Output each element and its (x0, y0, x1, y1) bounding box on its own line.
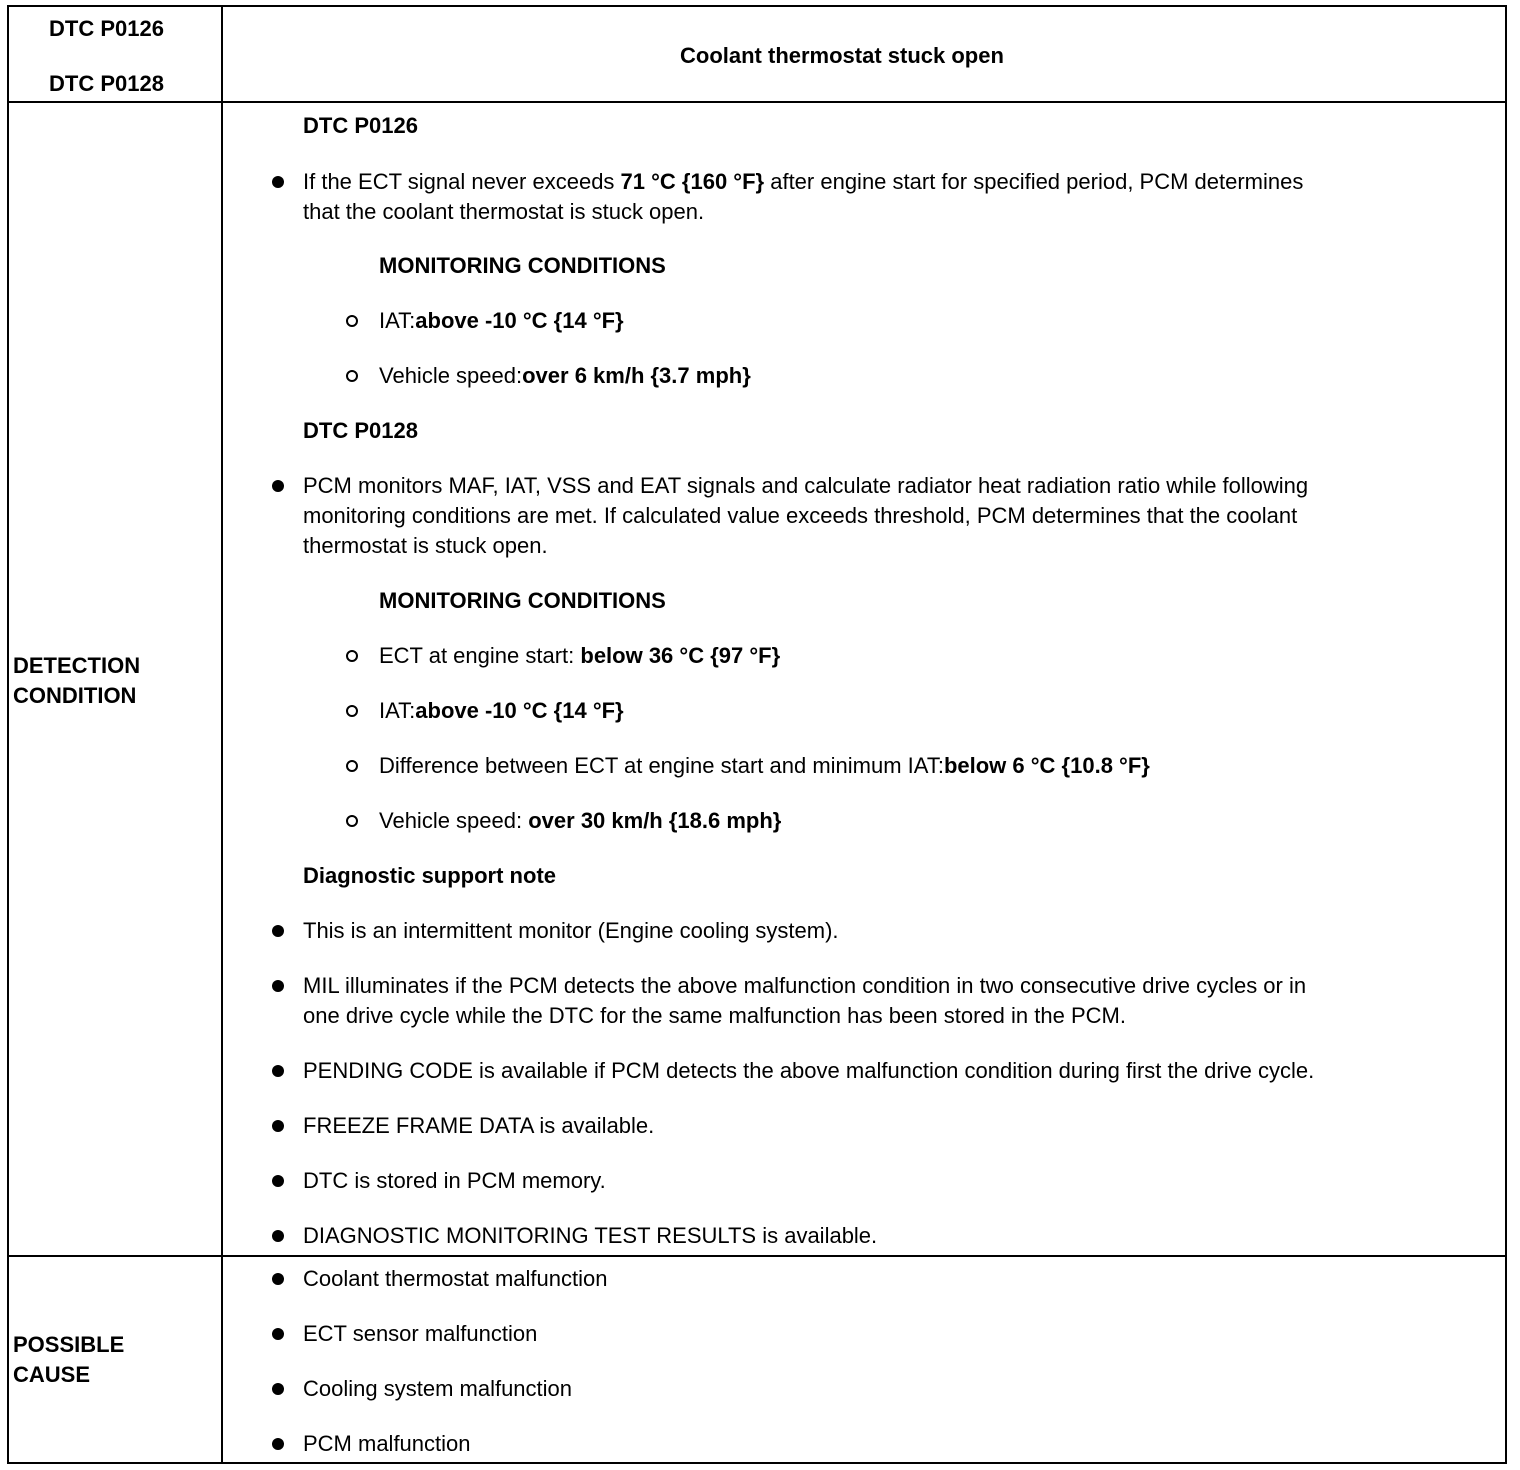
sec1-bullet-line1: If the ECT signal never exceeds 71 °C {160 °F} after engine start for specified period, PCM determines (303, 169, 1304, 194)
column-divider (221, 5, 223, 1464)
bullet-icon (272, 925, 284, 937)
header-divider (7, 101, 1507, 103)
bullet-icon (272, 1065, 284, 1077)
bullet-icon (272, 1383, 284, 1395)
bullet-icon (272, 980, 284, 992)
sub-bullet-icon (346, 650, 358, 662)
header-dtc-code-1: DTC P0126 (49, 16, 164, 41)
sub-bullet-icon (346, 315, 358, 327)
support-note-2-line2: one drive cycle while the DTC for the same malfunction has been stored in the PCM. (303, 1003, 1126, 1028)
possible-cause-item: PCM malfunction (303, 1431, 471, 1456)
sec1-monitoring-heading: MONITORING CONDITIONS (379, 253, 666, 278)
possible-cause-item: Coolant thermostat malfunction (303, 1266, 608, 1291)
bullet-icon (272, 176, 284, 188)
bullet-icon (272, 1438, 284, 1450)
sec1-condition-2: Vehicle speed:over 6 km/h {3.7 mph} (379, 363, 751, 388)
bullet-icon (272, 1230, 284, 1242)
sec2-monitoring-heading: MONITORING CONDITIONS (379, 588, 666, 613)
support-note-2-line1: MIL illuminates if the PCM detects the above malfunction condition in two consecutive drive cycles or in (303, 973, 1307, 998)
bullet-icon (272, 1175, 284, 1187)
sub-bullet-icon (346, 815, 358, 827)
sub-bullet-icon (346, 370, 358, 382)
detection-label-line2: CONDITION (13, 683, 137, 708)
support-note-6: DIAGNOSTIC MONITORING TEST RESULTS is available. (303, 1223, 878, 1248)
support-heading: Diagnostic support note (303, 863, 556, 888)
bullet-icon (272, 1328, 284, 1340)
header-dtc-code-2: DTC P0128 (49, 71, 164, 96)
bullet-icon (272, 1120, 284, 1132)
sec2-condition-3: Difference between ECT at engine start and minimum IAT:below 6 °C {10.8 °F} (379, 753, 1150, 778)
support-note-5: DTC is stored in PCM memory. (303, 1168, 606, 1193)
sec1-heading: DTC P0126 (303, 113, 418, 138)
sec2-condition-2: IAT:above -10 °C {14 °F} (379, 698, 624, 723)
sub-bullet-icon (346, 760, 358, 772)
sec2-heading: DTC P0128 (303, 418, 418, 443)
sec2-condition-1: ECT at engine start: below 36 °C {97 °F} (379, 643, 781, 668)
detection-label-line1: DETECTION (13, 653, 141, 678)
sec1-condition-1: IAT:above -10 °C {14 °F} (379, 308, 624, 333)
possible-cause-label-line2: CAUSE (13, 1362, 91, 1387)
sec2-bullet-line2: monitoring conditions are met. If calculated value exceeds threshold, PCM determines that the coolant (303, 503, 1298, 528)
bullet-icon (272, 480, 284, 492)
sec2-bullet-line1: PCM monitors MAF, IAT, VSS and EAT signals and calculate radiator heat radiation ratio while following (303, 473, 1309, 498)
support-note-4: FREEZE FRAME DATA is available. (303, 1113, 655, 1138)
bullet-icon (272, 1273, 284, 1285)
support-note-3: PENDING CODE is available if PCM detects the above malfunction condition during first the drive cycle. (303, 1058, 1315, 1083)
sub-bullet-icon (346, 705, 358, 717)
possible-cause-label-line1: POSSIBLE (13, 1332, 125, 1357)
section-divider (7, 1255, 1507, 1257)
sec1-bullet-line2: that the coolant thermostat is stuck open. (303, 199, 705, 224)
sec2-bullet-line3: thermostat is stuck open. (303, 533, 548, 558)
header-title: Coolant thermostat stuck open (680, 43, 1004, 68)
possible-cause-item: ECT sensor malfunction (303, 1321, 538, 1346)
support-note-1: This is an intermittent monitor (Engine cooling system). (303, 918, 839, 943)
possible-cause-item: Cooling system malfunction (303, 1376, 573, 1401)
sec2-condition-4: Vehicle speed: over 30 km/h {18.6 mph} (379, 808, 782, 833)
